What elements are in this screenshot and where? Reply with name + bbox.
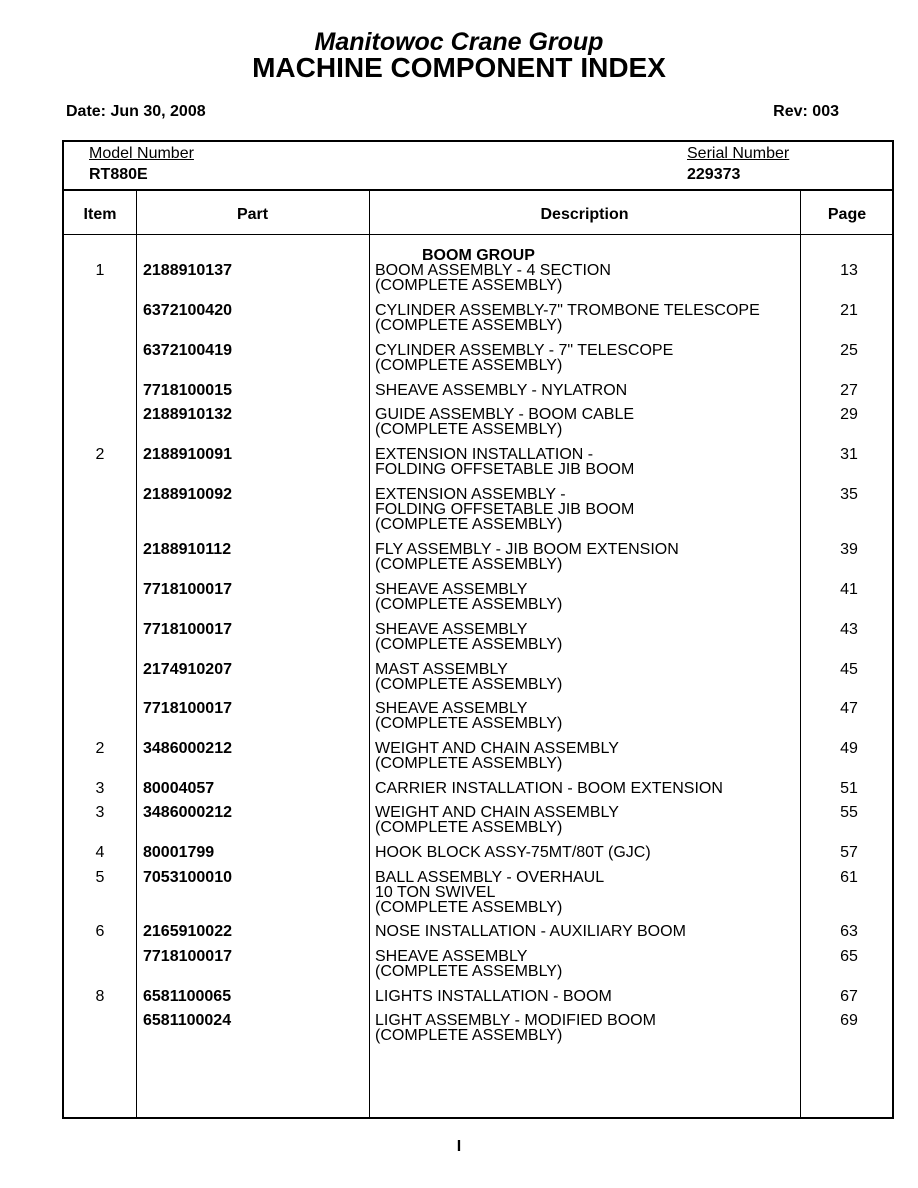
description-line: (COMPLETE ASSEMBLY): [375, 277, 563, 294]
item-number: 2: [95, 446, 105, 463]
description: [375, 582, 562, 612]
description: [375, 263, 611, 293]
page-reference: 61: [840, 869, 858, 886]
description: [375, 870, 604, 915]
page-reference: 29: [840, 406, 858, 423]
part-number: 6372100420: [143, 302, 232, 319]
column-header-item: Item: [83, 206, 117, 223]
part-number: 2188910137: [143, 262, 232, 279]
column-header-divider: [64, 234, 892, 235]
page-reference: 51: [840, 780, 858, 797]
part-number: 7053100010: [143, 869, 232, 886]
part-number: 2188910132: [143, 406, 232, 423]
part-number: 7718100017: [143, 948, 232, 965]
description: [375, 407, 634, 437]
description-line: (COMPLETE ASSEMBLY): [375, 421, 563, 438]
column-header-description: Description: [540, 206, 629, 223]
column-header-part: Part: [236, 206, 269, 223]
description-line: BALL ASSEMBLY - OVERHAUL: [375, 869, 605, 886]
page-reference: 49: [840, 740, 858, 757]
description: [375, 805, 619, 835]
part-number: 6372100419: [143, 342, 232, 359]
part-number: 2165910022: [143, 923, 232, 940]
page-reference: 69: [840, 1012, 858, 1029]
description-line: FOLDING OFFSETABLE JIB BOOM: [375, 501, 635, 518]
part-number: 6581100024: [143, 1012, 232, 1029]
page-reference: 35: [840, 486, 858, 503]
description-line: BOOM ASSEMBLY - 4 SECTION: [375, 262, 611, 279]
document-title: MACHINE COMPONENT INDEX: [252, 52, 666, 83]
description-line: (COMPLETE ASSEMBLY): [375, 819, 563, 836]
company-title: Manitowoc Crane Group: [314, 28, 604, 56]
description: [375, 662, 562, 692]
description-line: (COMPLETE ASSEMBLY): [375, 963, 563, 980]
description-line: (COMPLETE ASSEMBLY): [375, 715, 563, 732]
page-reference: 57: [840, 844, 858, 861]
part-number: 6581100065: [143, 988, 232, 1005]
item-number: 1: [95, 262, 105, 279]
group-title: BOOM GROUP: [422, 247, 535, 264]
description-line: WEIGHT AND CHAIN ASSEMBLY: [375, 804, 619, 821]
item-number: 3: [95, 780, 105, 797]
page-reference: 41: [840, 581, 858, 598]
page-number: I: [456, 1138, 462, 1155]
description-line: EXTENSION ASSEMBLY -: [375, 486, 566, 503]
page-reference: 31: [840, 446, 858, 463]
page-reference: 55: [840, 804, 858, 821]
page-reference: 25: [840, 342, 858, 359]
page-reference: 13: [840, 262, 858, 279]
description-line: CARRIER INSTALLATION - BOOM EXTENSION: [375, 780, 723, 797]
part-number: 80001799: [143, 844, 215, 861]
description-line: WEIGHT AND CHAIN ASSEMBLY: [375, 740, 619, 757]
description-line: (COMPLETE ASSEMBLY): [375, 1027, 563, 1044]
column-divider-part: [369, 190, 370, 1117]
description-line: (COMPLETE ASSEMBLY): [375, 317, 563, 334]
part-number: 2188910112: [143, 541, 232, 558]
description: [375, 741, 619, 771]
description: [375, 1013, 656, 1043]
description-line: SHEAVE ASSEMBLY: [375, 948, 528, 965]
page-reference: 65: [840, 948, 858, 965]
description: [375, 781, 723, 796]
page-reference: 63: [840, 923, 858, 940]
serial-number-value: 229373: [687, 166, 741, 183]
description-line: CYLINDER ASSEMBLY-7" TROMBONE TELESCOPE: [375, 302, 760, 319]
description: [375, 383, 627, 398]
page-reference: 47: [840, 700, 858, 717]
part-number: 7718100017: [143, 581, 232, 598]
description-line: SHEAVE ASSEMBLY: [375, 581, 528, 598]
column-divider-item: [136, 190, 137, 1117]
description-line: HOOK BLOCK ASSY-75MT/80T (GJC): [375, 844, 651, 861]
description-line: FLY ASSEMBLY - JIB BOOM EXTENSION: [375, 541, 679, 558]
serial-number-label: Serial Number: [687, 145, 790, 162]
description: [375, 924, 686, 939]
part-number: 3486000212: [143, 740, 232, 757]
description-line: GUIDE ASSEMBLY - BOOM CABLE: [375, 406, 635, 423]
description-line: (COMPLETE ASSEMBLY): [375, 596, 563, 613]
description-line: SHEAVE ASSEMBLY - NYLATRON: [375, 382, 628, 399]
description: [375, 949, 562, 979]
item-number: 8: [95, 988, 105, 1005]
description-line: SHEAVE ASSEMBLY: [375, 700, 528, 717]
description-line: EXTENSION INSTALLATION -: [375, 446, 594, 463]
item-number: 3: [95, 804, 105, 821]
component-index-table: [62, 140, 894, 1119]
part-number: 7718100015: [143, 382, 232, 399]
part-number: 2174910207: [143, 661, 232, 678]
description-line: CYLINDER ASSEMBLY - 7" TELESCOPE: [375, 342, 674, 359]
page-reference: 43: [840, 621, 858, 638]
description-line: (COMPLETE ASSEMBLY): [375, 755, 563, 772]
header-divider: [64, 189, 892, 191]
page-reference: 67: [840, 988, 858, 1005]
description: [375, 487, 634, 532]
description: [375, 989, 612, 1004]
description-line: LIGHTS INSTALLATION - BOOM: [375, 988, 612, 1005]
item-number: 2: [95, 740, 105, 757]
date-label: Date: Jun 30, 2008: [66, 103, 206, 120]
description-line: (COMPLETE ASSEMBLY): [375, 556, 563, 573]
part-number: 7718100017: [143, 700, 232, 717]
description-line: MAST ASSEMBLY: [375, 661, 508, 678]
description-line: (COMPLETE ASSEMBLY): [375, 676, 563, 693]
model-number-value: RT880E: [89, 166, 148, 183]
page-reference: 45: [840, 661, 858, 678]
part-number: 3486000212: [143, 804, 232, 821]
description-line: (COMPLETE ASSEMBLY): [375, 899, 563, 916]
column-divider-description: [800, 190, 801, 1117]
part-number: 7718100017: [143, 621, 232, 638]
column-header-page: Page: [827, 206, 867, 223]
description-line: (COMPLETE ASSEMBLY): [375, 516, 563, 533]
description: [375, 701, 562, 731]
description-line: SHEAVE ASSEMBLY: [375, 621, 528, 638]
part-number: 80004057: [143, 780, 215, 797]
description-line: LIGHT ASSEMBLY - MODIFIED BOOM: [375, 1012, 656, 1029]
page-reference: 39: [840, 541, 858, 558]
revision-label: Rev: 003: [773, 103, 839, 120]
description-line: (COMPLETE ASSEMBLY): [375, 636, 563, 653]
model-number-label: Model Number: [89, 145, 194, 162]
item-number: 5: [95, 869, 105, 886]
part-number: 2188910091: [143, 446, 232, 463]
part-number: 2188910092: [143, 486, 232, 503]
page-reference: 27: [840, 382, 858, 399]
description: [375, 343, 673, 373]
description: [375, 845, 651, 860]
description: [375, 447, 634, 477]
item-number: 4: [95, 844, 105, 861]
description: [375, 542, 679, 572]
item-number: 6: [95, 923, 105, 940]
description-line: FOLDING OFFSETABLE JIB BOOM: [375, 461, 635, 478]
description-line: 10 TON SWIVEL: [375, 884, 496, 901]
description: [375, 622, 562, 652]
page-reference: 21: [840, 302, 858, 319]
description: [375, 303, 760, 333]
description-line: (COMPLETE ASSEMBLY): [375, 357, 563, 374]
description-line: NOSE INSTALLATION - AUXILIARY BOOM: [375, 923, 686, 940]
